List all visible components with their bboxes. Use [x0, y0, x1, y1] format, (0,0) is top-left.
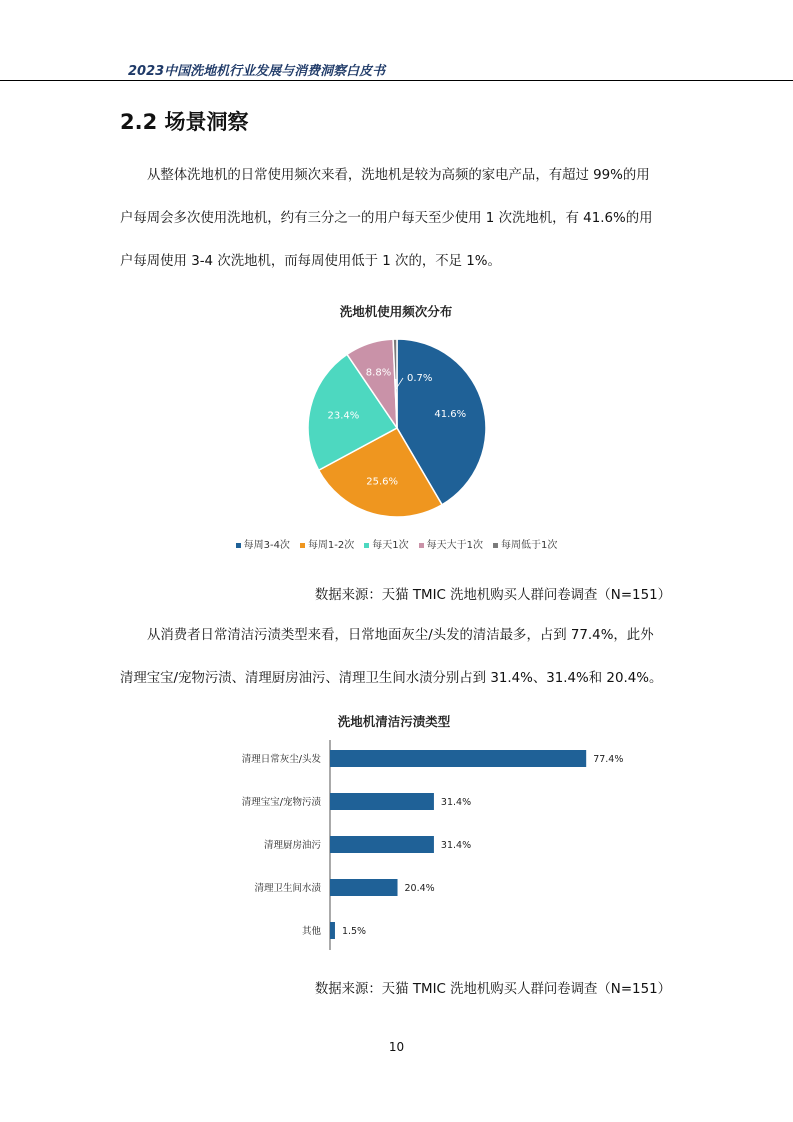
bar-chart: [0, 735, 793, 955]
data-source-note: 数据来源：天猫 TMIC 洗地机购买人群问卷调查（N=151）: [314, 982, 671, 997]
pie-legend: [150, 536, 643, 551]
bar-4: [330, 922, 335, 939]
bar-chart-title: 洗地机清洁污渍类型: [337, 714, 451, 729]
legend-label: 每周3-4次: [243, 540, 290, 551]
legend-label: 每天大于1次: [426, 540, 484, 551]
bar-value-label: 1.5%: [341, 926, 367, 937]
legend-swatch: [364, 543, 369, 548]
bar-category-label: 清理厨房油污: [263, 840, 321, 851]
legend-swatch: [493, 543, 498, 548]
bar-3: [330, 879, 398, 896]
bar-value-label: 20.4%: [404, 883, 435, 894]
paragraph-line: 户每周会多次使用洗地机，约有三分之一的用户每天至少使用 1 次洗地机，有 41.6%的用: [120, 211, 653, 226]
section-title: 2.2 场景洞察: [120, 110, 249, 134]
paragraph-line: 清理宝宝/宠物污渍、清理厨房油污、清理卫生间水渍分别占到 31.4%、31.4%和 20.4%。: [120, 671, 663, 686]
bar-2: [330, 836, 434, 853]
legend-label: 每周1-2次: [307, 540, 355, 551]
bar-value-label: 31.4%: [440, 797, 472, 808]
document-header-title: 2023中国洗地机行业发展与消费洞察白皮书: [128, 64, 386, 79]
bar-category-label: 其他: [301, 926, 321, 937]
pie-slice-label: 41.6%: [434, 409, 467, 421]
legend-item: [493, 536, 557, 551]
page-number: 10: [388, 1040, 405, 1054]
legend-item: [300, 536, 354, 551]
legend-label: 每周低于1次: [501, 540, 558, 551]
legend-item: [236, 536, 290, 551]
legend-swatch: [419, 543, 424, 548]
pie-chart: [0, 330, 793, 530]
legend-swatch: [300, 543, 305, 548]
paragraph-line: 从整体洗地机的日常使用频次来看，洗地机是较为高频的家电产品，有超过 99%的用: [147, 168, 650, 183]
pie-slice-label: 23.4%: [327, 410, 360, 422]
bar-0: [330, 750, 586, 767]
pie-slice-label: 25.6%: [366, 476, 399, 488]
bar-1: [330, 793, 434, 810]
data-source-note: 数据来源：天猫 TMIC 洗地机购买人群问卷调查（N=151）: [314, 588, 671, 603]
legend-label: 每天1次: [372, 540, 409, 551]
pie-slice-label: 0.7%: [407, 373, 433, 384]
legend-swatch: [236, 543, 241, 548]
paragraph-stain-types: [120, 614, 680, 700]
paragraph-usage-frequency: [120, 154, 680, 283]
bar-value-label: 31.4%: [440, 840, 472, 851]
bar-value-label: 77.4%: [593, 754, 624, 765]
bar-category-label: 清理宝宝/宠物污渍: [241, 797, 321, 808]
legend-item: [419, 536, 483, 551]
bar-category-label: 清理卫生间水渍: [254, 883, 321, 894]
pie-slice-label: 8.8%: [365, 367, 392, 379]
legend-item: [364, 536, 408, 551]
bar-category-label: 清理日常灰尘/头发: [241, 754, 321, 765]
paragraph-line: 户每周使用 3-4 次洗地机，而每周使用低于 1 次的，不足 1%。: [120, 254, 501, 269]
paragraph-line: 从消费者日常清洁污渍类型来看，日常地面灰尘/头发的清洁最多，占到 77.4%，此外: [147, 628, 654, 643]
pie-chart-title: 洗地机使用频次分布: [339, 304, 453, 319]
header-divider: [0, 80, 793, 81]
